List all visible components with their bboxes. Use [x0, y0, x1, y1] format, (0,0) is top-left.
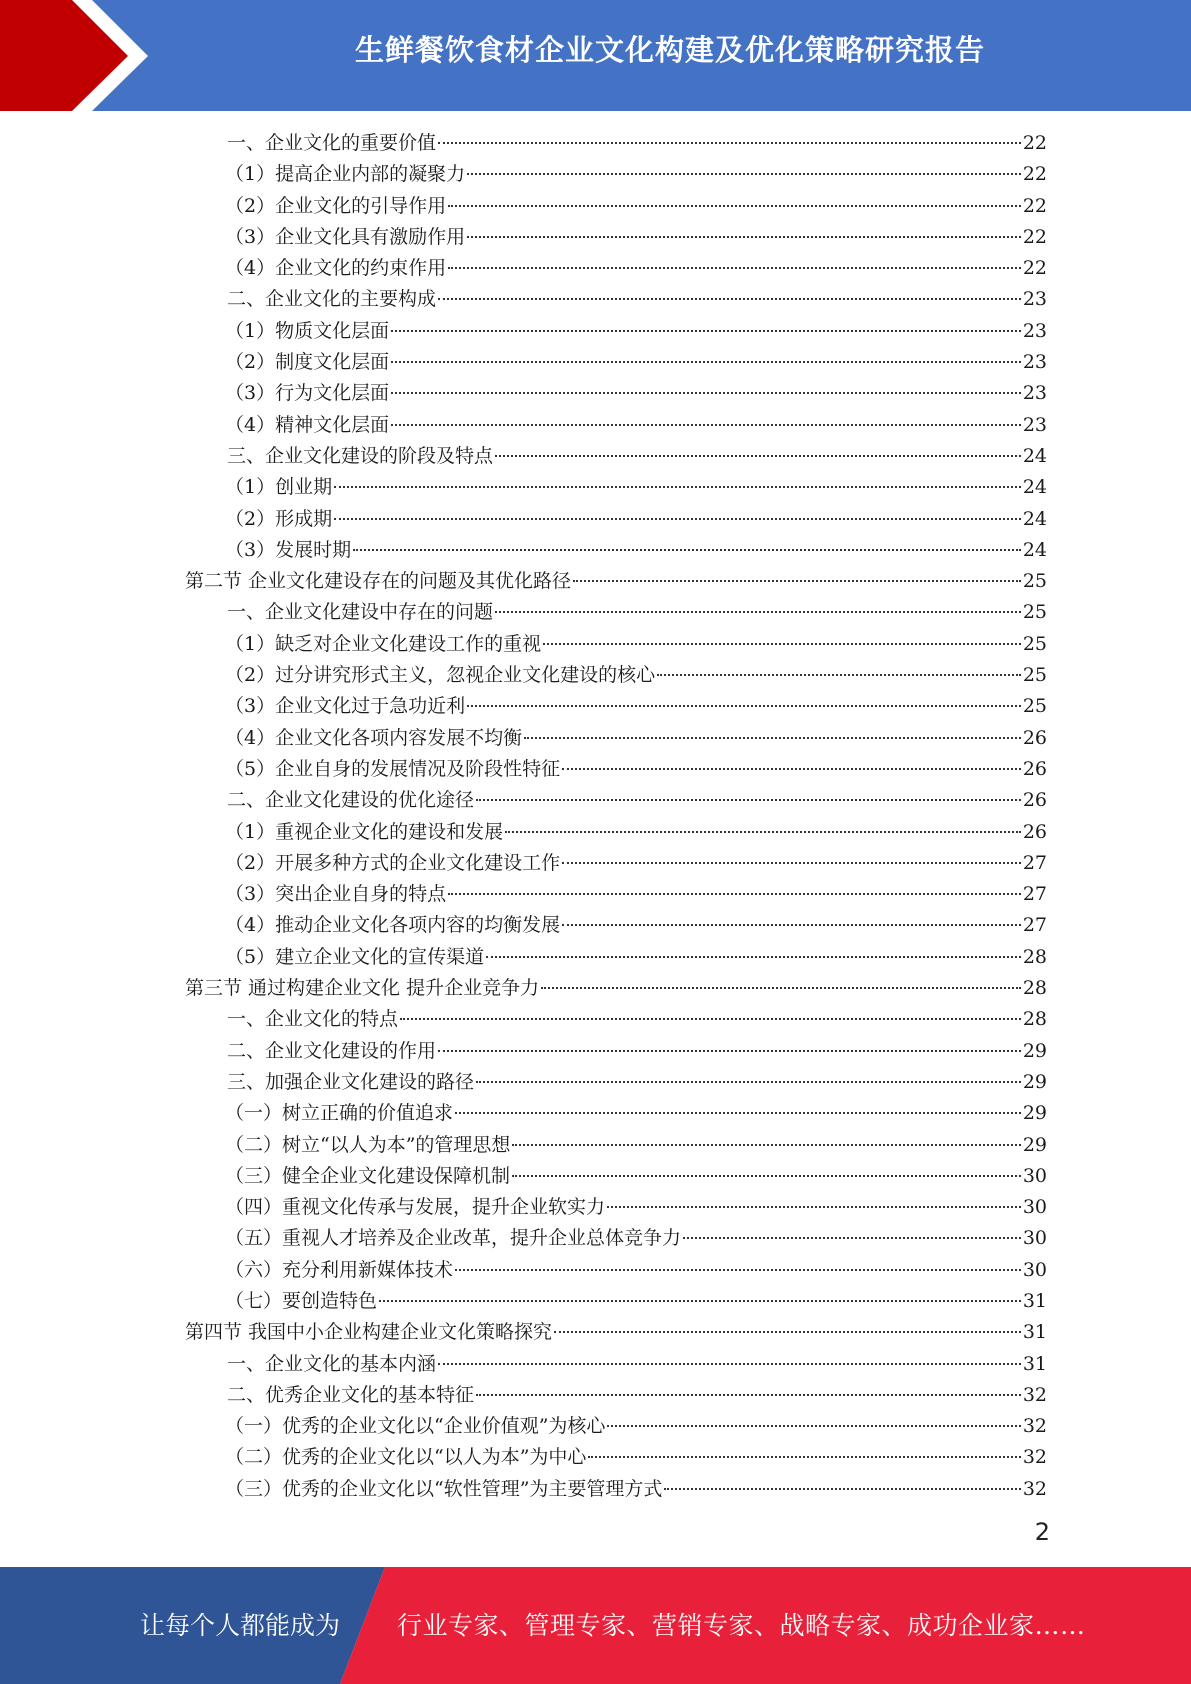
toc-entry-title: （1）物质文化层面 — [225, 319, 390, 342]
toc-subentry[interactable] — [185, 316, 1047, 347]
toc-dot-leader — [588, 1456, 1020, 1458]
toc-dot-leader — [476, 1394, 1021, 1396]
toc-subentry[interactable] — [185, 942, 1047, 973]
toc-entry-title: （1）缺乏对企业文化建设工作的重视 — [225, 632, 542, 655]
toc-entry-page: 23 — [1022, 319, 1047, 342]
toc-entry-page: 25 — [1022, 601, 1047, 624]
toc-dot-leader — [455, 1269, 1021, 1271]
toc-entry-title: 三、加强企业文化建设的路径 — [227, 1070, 475, 1093]
toc-entry-title: （1）创业期 — [225, 476, 333, 499]
toc-entry-title: （3）行为文化层面 — [225, 382, 390, 405]
toc-dot-leader — [438, 1363, 1021, 1365]
toc-subentry[interactable] — [185, 1474, 1047, 1505]
toc-dot-leader — [438, 298, 1021, 300]
toc-entry-page: 27 — [1022, 883, 1047, 906]
footer-slogan-left: 让每个人都能成为 — [140, 1611, 341, 1640]
toc-entry-title: 一、企业文化的基本内涵 — [227, 1352, 437, 1375]
toc-entry-title: 二、企业文化的主要构成 — [227, 288, 437, 311]
toc-section-entry[interactable] — [185, 566, 1047, 597]
toc-entry-page: 23 — [1022, 413, 1047, 436]
toc-entry-page: 23 — [1022, 288, 1047, 311]
toc-dot-leader — [657, 674, 1021, 676]
toc-entry-page: 31 — [1022, 1289, 1047, 1312]
toc-entry-page: 28 — [1022, 977, 1047, 1000]
toc-entry-page: 26 — [1022, 820, 1047, 843]
toc-dot-leader — [505, 831, 1021, 833]
toc-entry-title: 二、优秀企业文化的基本特征 — [227, 1383, 475, 1406]
toc-dot-leader — [512, 1144, 1020, 1146]
toc-chapter-entry[interactable] — [185, 1036, 1047, 1067]
toc-entry-page: 22 — [1022, 257, 1047, 280]
toc-entry-page: 29 — [1022, 1133, 1047, 1156]
toc-entry-page: 22 — [1022, 194, 1047, 217]
toc-entry-title: （3）企业文化过于急功近利 — [225, 695, 466, 718]
toc-entry-page: 26 — [1022, 726, 1047, 749]
toc-chapter-entry[interactable] — [185, 597, 1047, 628]
toc-subentry[interactable] — [185, 159, 1047, 190]
toc-subentry[interactable] — [185, 691, 1047, 722]
toc-dot-leader — [524, 737, 1021, 739]
toc-entry-page: 32 — [1022, 1446, 1047, 1469]
toc-entry-page: 24 — [1022, 476, 1047, 499]
toc-entry-page: 32 — [1022, 1415, 1047, 1438]
toc-entry-title: （一）树立正确的价值追求 — [225, 1102, 454, 1125]
toc-dot-leader — [391, 330, 1021, 332]
toc-entry-title: （2）开展多种方式的企业文化建设工作 — [225, 851, 561, 874]
toc-subentry[interactable] — [185, 817, 1047, 848]
toc-subentry[interactable] — [185, 754, 1047, 785]
toc-dot-leader — [607, 1206, 1021, 1208]
toc-entry-title: （3）发展时期 — [225, 538, 352, 561]
toc-entry-page: 24 — [1022, 538, 1047, 561]
toc-dot-leader — [467, 173, 1021, 175]
toc-dot-leader — [438, 142, 1021, 144]
toc-entry-title: （三）优秀的企业文化以“软性管理”为主要管理方式 — [225, 1477, 663, 1500]
toc-dot-leader — [562, 768, 1021, 770]
toc-dot-leader — [512, 1175, 1021, 1177]
toc-entry-page: 25 — [1022, 664, 1047, 687]
toc-entry-page: 24 — [1022, 507, 1047, 530]
toc-subentry[interactable] — [185, 879, 1047, 910]
toc-section-entry[interactable] — [185, 1317, 1047, 1348]
toc-subentry[interactable] — [185, 1161, 1047, 1192]
toc-entry-page: 25 — [1022, 695, 1047, 718]
toc-chapter-entry[interactable] — [185, 785, 1047, 816]
toc-entry-title: 第二节 企业文化建设存在的问题及其优化路径 — [185, 570, 572, 593]
toc-entry-page: 23 — [1022, 351, 1047, 374]
toc-entry-title: 第四节 我国中小企业构建企业文化策略探究 — [185, 1321, 553, 1344]
toc-entry-page: 30 — [1022, 1227, 1047, 1250]
toc-chapter-entry[interactable] — [185, 1380, 1047, 1411]
toc-dot-leader — [683, 1237, 1021, 1239]
toc-entry-page: 28 — [1022, 945, 1047, 968]
toc-dot-leader — [476, 799, 1021, 801]
toc-entry-title: 三、企业文化建设的阶段及特点 — [227, 444, 494, 467]
toc-subentry[interactable] — [185, 1286, 1047, 1317]
toc-chapter-entry[interactable] — [185, 1349, 1047, 1380]
toc-dot-leader — [400, 1018, 1021, 1020]
toc-dot-leader — [334, 518, 1021, 520]
toc-entry-title: （4）推动企业文化各项内容的均衡发展 — [225, 914, 561, 937]
toc-entry-title: 一、企业文化的重要价值 — [227, 132, 437, 154]
toc-dot-leader — [476, 1081, 1021, 1083]
toc-entry-title: 一、企业文化建设中存在的问题 — [227, 601, 494, 624]
toc-dot-leader — [448, 267, 1021, 269]
toc-subentry[interactable] — [185, 504, 1047, 535]
toc-entry-title: （一）优秀的企业文化以“企业价值观”为核心 — [225, 1415, 606, 1438]
toc-chapter-entry[interactable] — [185, 1067, 1047, 1098]
toc-subentry[interactable] — [185, 1192, 1047, 1223]
toc-entry-page: 28 — [1022, 1008, 1047, 1031]
table-of-contents — [185, 128, 1047, 1505]
toc-subentry[interactable] — [185, 1130, 1047, 1161]
toc-dot-leader — [448, 893, 1021, 895]
toc-dot-leader — [543, 643, 1021, 645]
toc-entry-page: 25 — [1022, 632, 1047, 655]
toc-dot-leader — [573, 580, 1021, 582]
toc-entry-page: 31 — [1022, 1321, 1047, 1344]
toc-entry-page: 26 — [1022, 789, 1047, 812]
toc-entry-title: （1）提高企业内部的凝聚力 — [225, 163, 466, 186]
toc-entry-title: （二）优秀的企业文化以“以人为本”为中心 — [225, 1446, 587, 1469]
toc-entry-title: （5）企业自身的发展情况及阶段性特征 — [225, 757, 561, 780]
toc-chapter-entry[interactable] — [185, 1004, 1047, 1035]
toc-entry-page: 31 — [1022, 1352, 1047, 1375]
toc-subentry[interactable] — [185, 1255, 1047, 1286]
toc-dot-leader — [438, 1050, 1021, 1052]
toc-subentry[interactable] — [185, 253, 1047, 284]
toc-chapter-entry[interactable] — [185, 284, 1047, 315]
toc-chapter-entry[interactable] — [185, 128, 1047, 159]
toc-subentry[interactable] — [185, 1442, 1047, 1473]
toc-section-entry[interactable] — [185, 973, 1047, 1004]
toc-entry-page: 23 — [1022, 382, 1047, 405]
toc-dot-leader — [664, 1488, 1020, 1490]
toc-dot-leader — [353, 549, 1021, 551]
document-title: 生鲜餐饮食材企业文化构建及优化策略研究报告 — [354, 33, 985, 67]
toc-dot-leader — [495, 611, 1021, 613]
toc-entry-title: （三）健全企业文化建设保障机制 — [225, 1164, 511, 1187]
toc-entry-title: 第三节 通过构建企业文化 提升企业竞争力 — [185, 977, 540, 1000]
toc-dot-leader — [391, 392, 1021, 394]
toc-dot-leader — [495, 455, 1021, 457]
toc-entry-page: 32 — [1022, 1383, 1047, 1406]
toc-entry-title: （3）突出企业自身的特点 — [225, 883, 447, 906]
toc-subentry[interactable] — [185, 1098, 1047, 1129]
toc-subentry[interactable] — [185, 378, 1047, 409]
toc-entry-title: （二）树立“以人为本”的管理思想 — [225, 1133, 511, 1156]
toc-dot-leader — [334, 486, 1021, 488]
toc-entry-title: （四）重视文化传承与发展，提升企业软实力 — [225, 1196, 606, 1219]
toc-entry-page: 29 — [1022, 1070, 1047, 1093]
toc-entry-title: 二、企业文化建设的作用 — [227, 1039, 437, 1062]
toc-subentry[interactable] — [185, 629, 1047, 660]
toc-subentry[interactable] — [185, 472, 1047, 503]
toc-entry-page: 27 — [1022, 851, 1047, 874]
toc-entry-page: 29 — [1022, 1102, 1047, 1125]
toc-dot-leader — [562, 924, 1021, 926]
footer-banner — [0, 1567, 1191, 1684]
toc-subentry[interactable] — [185, 848, 1047, 879]
toc-subentry[interactable] — [185, 410, 1047, 441]
toc-entry-title: （2）形成期 — [225, 507, 333, 530]
toc-entry-title: （七）要创造特色 — [225, 1289, 378, 1312]
toc-entry-page: 30 — [1022, 1258, 1047, 1281]
toc-entry-title: （2）制度文化层面 — [225, 351, 390, 374]
toc-subentry[interactable] — [185, 660, 1047, 691]
toc-entry-page: 22 — [1022, 132, 1047, 154]
toc-entry-title: （五）重视人才培养及企业改革，提升企业总体竞争力 — [225, 1227, 682, 1250]
toc-dot-leader — [455, 1112, 1021, 1114]
toc-entry-page: 26 — [1022, 757, 1047, 780]
toc-entry-page: 22 — [1022, 225, 1047, 248]
toc-entry-page: 29 — [1022, 1039, 1047, 1062]
footer-slogan-right: 行业专家、管理专家、营销专家、战略专家、成功企业家…… — [397, 1611, 1086, 1640]
toc-entry-page: 24 — [1022, 444, 1047, 467]
toc-subentry[interactable] — [185, 1223, 1047, 1254]
toc-dot-leader — [541, 987, 1021, 989]
toc-dot-leader — [554, 1331, 1021, 1333]
toc-dot-leader — [391, 424, 1021, 426]
toc-subentry[interactable] — [185, 535, 1047, 566]
toc-subentry[interactable] — [185, 723, 1047, 754]
toc-entry-title: （2）企业文化的引导作用 — [225, 194, 447, 217]
toc-entry-title: （5）建立企业文化的宣传渠道 — [225, 945, 485, 968]
toc-entry-title: （4）企业文化的约束作用 — [225, 257, 447, 280]
toc-entry-title: （2）过分讲究形式主义，忽视企业文化建设的核心 — [225, 664, 656, 687]
toc-entry-title: 一、企业文化的特点 — [227, 1008, 399, 1031]
toc-entry-title: （4）企业文化各项内容发展不均衡 — [225, 726, 523, 749]
toc-entry-title: 二、企业文化建设的优化途径 — [227, 789, 475, 812]
toc-dot-leader — [467, 236, 1021, 238]
toc-subentry[interactable] — [185, 191, 1047, 222]
toc-subentry[interactable] — [185, 347, 1047, 378]
toc-dot-leader — [562, 862, 1021, 864]
toc-entry-page: 30 — [1022, 1196, 1047, 1219]
toc-entry-page: 27 — [1022, 914, 1047, 937]
toc-dot-leader — [391, 361, 1021, 363]
header-banner — [0, 0, 1191, 111]
toc-subentry[interactable] — [185, 1411, 1047, 1442]
page-number: 2 — [1034, 1518, 1050, 1546]
toc-entry-title: （六）充分利用新媒体技术 — [225, 1258, 454, 1281]
toc-dot-leader — [467, 705, 1021, 707]
toc-entry-page: 25 — [1022, 570, 1047, 593]
toc-entry-page: 32 — [1022, 1477, 1047, 1500]
toc-dot-leader — [607, 1425, 1020, 1427]
toc-dot-leader — [486, 956, 1021, 958]
toc-entry-title: （4）精神文化层面 — [225, 413, 390, 436]
toc-entry-title: （1）重视企业文化的建设和发展 — [225, 820, 504, 843]
toc-entry-page: 22 — [1022, 163, 1047, 186]
toc-entry-title: （3）企业文化具有激励作用 — [225, 225, 466, 248]
toc-entry-page: 30 — [1022, 1164, 1047, 1187]
toc-dot-leader — [379, 1300, 1021, 1302]
toc-subentry[interactable] — [185, 910, 1047, 941]
toc-dot-leader — [448, 205, 1021, 207]
toc-chapter-entry[interactable] — [185, 441, 1047, 472]
toc-subentry[interactable] — [185, 222, 1047, 253]
